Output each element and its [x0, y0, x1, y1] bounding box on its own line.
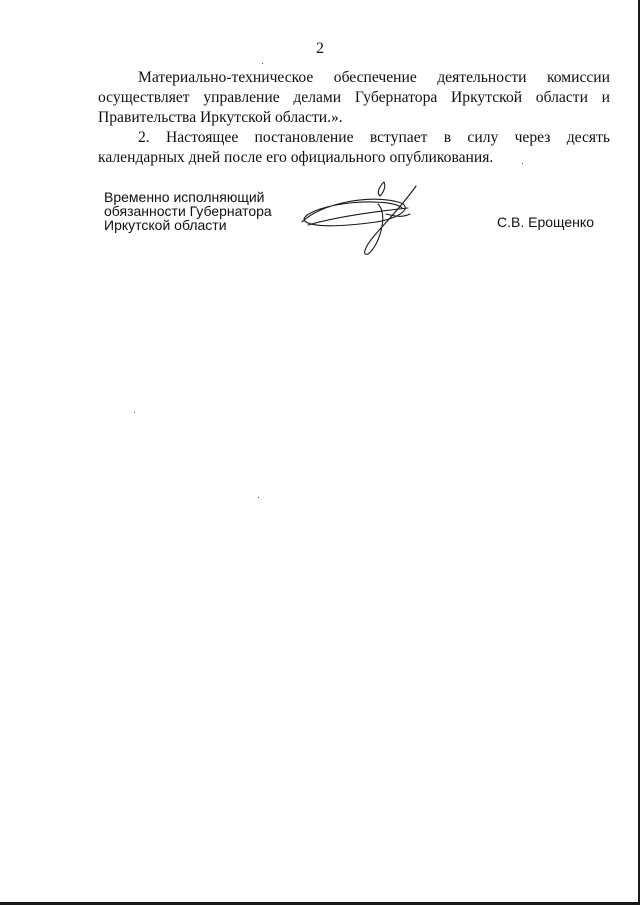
scan-speck: [522, 163, 523, 164]
signatory-title-line: обязанности Губернатора: [104, 203, 272, 219]
paragraph-material-support: Материально-техническое обеспечение деятельности комиссии осуществляет управление делами Губернатора Иркутской области и Правительства Иркутской области.».: [98, 69, 610, 126]
paragraph-entry-into-force: 2. Настоящее постановление вступает в силу через десять календарных дней после его официального опубликования.: [98, 129, 610, 166]
scan-speck: [262, 63, 263, 64]
scan-speck: [258, 497, 259, 498]
signatory-title: [104, 190, 304, 232]
page-number: 2: [316, 40, 324, 57]
signatory-title-line: Иркутской области: [104, 217, 227, 233]
scan-speck: [134, 412, 135, 413]
signatory-name: С.В. Ерощенко: [497, 214, 594, 230]
handwritten-signature: [290, 178, 430, 258]
signatory-title-line: Временно исполняющий: [104, 189, 265, 205]
body-text: [98, 68, 610, 168]
